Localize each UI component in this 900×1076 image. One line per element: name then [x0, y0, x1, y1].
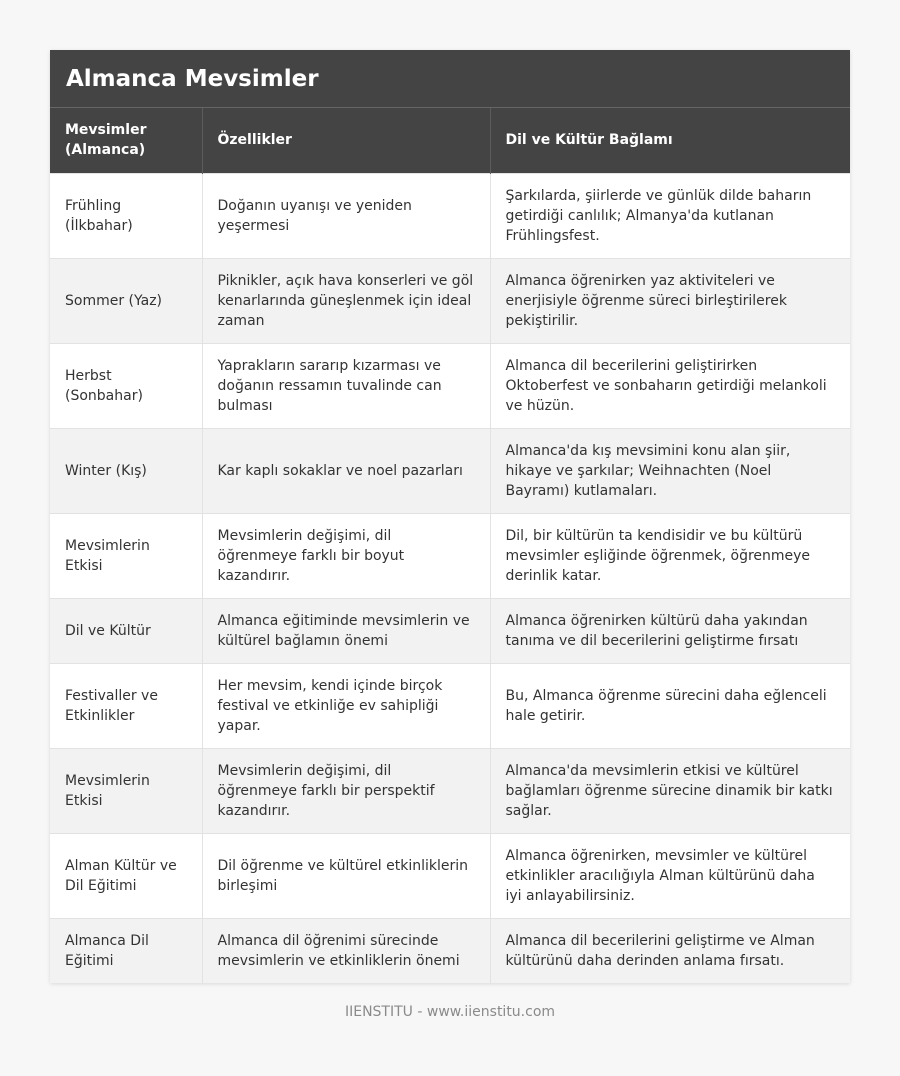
cell-season: Frühling (İlkbahar) [50, 173, 202, 258]
seasons-table-card [50, 50, 850, 983]
cell-season: Herbst (Sonbahar) [50, 343, 202, 428]
cell-feature: Kar kaplı sokaklar ve noel pazarları [202, 428, 490, 513]
header-row [50, 108, 850, 173]
cell-context: Dil, bir kültürün ta kendisidir ve bu kültürü mevsimler eşliğinde öğrenmek, öğrenmeye derinlik katar. [490, 513, 850, 598]
table-row [50, 428, 850, 513]
cell-context: Şarkılarda, şiirlerde ve günlük dilde baharın getirdiği canlılık; Almanya'da kutlanan Frühlingsfest. [490, 173, 850, 258]
table-title: Almanca Mevsimler [50, 50, 850, 108]
cell-feature: Piknikler, açık hava konserleri ve göl kenarlarında güneşlenmek için ideal zaman [202, 258, 490, 343]
seasons-table [50, 108, 850, 983]
table-row [50, 663, 850, 748]
cell-season: Mevsimlerin Etkisi [50, 748, 202, 833]
cell-feature: Mevsimlerin değişimi, dil öğrenmeye farklı bir boyut kazandırır. [202, 513, 490, 598]
cell-season: Mevsimlerin Etkisi [50, 513, 202, 598]
cell-context: Almanca'da kış mevsimini konu alan şiir, hikaye ve şarkılar; Weihnachten (Noel Bayramı) kutlamaları. [490, 428, 850, 513]
table-row [50, 748, 850, 833]
cell-context: Bu, Almanca öğrenme sürecini daha eğlenceli hale getirir. [490, 663, 850, 748]
cell-feature: Doğanın uyanışı ve yeniden yeşermesi [202, 173, 490, 258]
cell-context: Almanca'da mevsimlerin etkisi ve kültürel bağlamları öğrenme sürecine dinamik bir katkı sağlar. [490, 748, 850, 833]
cell-feature: Yaprakların sararıp kızarması ve doğanın ressamın tuvalinde can bulması [202, 343, 490, 428]
footer-credit: IIENSTITU - www.iienstitu.com [344, 1004, 556, 1020]
cell-season: Dil ve Kültür [50, 598, 202, 663]
cell-feature: Her mevsim, kendi içinde birçok festival ve etkinliğe ev sahipliği yapar. [202, 663, 490, 748]
cell-context: Almanca öğrenirken yaz aktiviteleri ve enerjisiyle öğrenme süreci birleştirilerek pekiştirilir. [490, 258, 850, 343]
cell-context: Almanca öğrenirken kültürü daha yakından tanıma ve dil becerilerini geliştirme fırsatı [490, 598, 850, 663]
cell-season: Sommer (Yaz) [50, 258, 202, 343]
table-row [50, 258, 850, 343]
header-context: Dil ve Kültür Bağlamı [490, 108, 850, 173]
header-features: Özellikler [202, 108, 490, 173]
table-row [50, 833, 850, 918]
cell-season: Festivaller ve Etkinlikler [50, 663, 202, 748]
cell-context: Almanca dil becerilerini geliştirirken Oktoberfest ve sonbaharın getirdiği melankoli ve hüzün. [490, 343, 850, 428]
cell-context: Almanca öğrenirken, mevsimler ve kültürel etkinlikler aracılığıyla Alman kültürünü daha iyi anlayabilirsiniz. [490, 833, 850, 918]
cell-feature: Dil öğrenme ve kültürel etkinliklerin birleşimi [202, 833, 490, 918]
table-row [50, 343, 850, 428]
cell-context: Almanca dil becerilerini geliştirme ve Alman kültürünü daha derinden anlama fırsatı. [490, 918, 850, 983]
table-row [50, 918, 850, 983]
table-row [50, 173, 850, 258]
cell-season: Winter (Kış) [50, 428, 202, 513]
cell-feature: Almanca eğitiminde mevsimlerin ve kültürel bağlamın önemi [202, 598, 490, 663]
header-seasons: Mevsimler (Almanca) [50, 108, 202, 173]
cell-season: Almanca Dil Eğitimi [50, 918, 202, 983]
cell-feature: Almanca dil öğrenimi sürecinde mevsimlerin ve etkinliklerin önemi [202, 918, 490, 983]
table-row [50, 598, 850, 663]
cell-season: Alman Kültür ve Dil Eğitimi [50, 833, 202, 918]
cell-feature: Mevsimlerin değişimi, dil öğrenmeye farklı bir perspektif kazandırır. [202, 748, 490, 833]
table-row [50, 513, 850, 598]
